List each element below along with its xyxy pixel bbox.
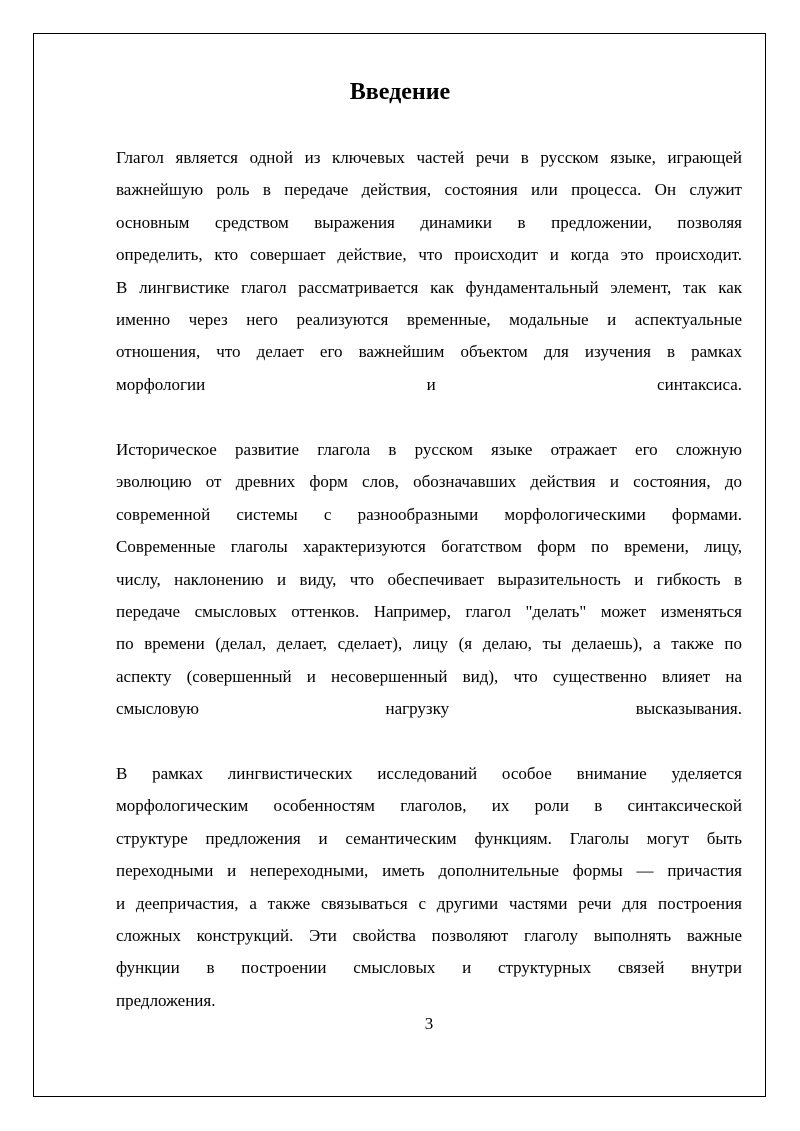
paragraph-line: по времени (делал, делает, сделает), лицу (я делаю, ты делаешь), а также по [116,634,742,654]
paragraph-3 [116,758,742,1017]
page-title: Введение [349,79,451,105]
paragraph-line: числу, наклонению и виду, что обеспечивает выразительность и гибкость в [116,569,742,589]
paragraph-line: структуре предложения и семантическим функциям. Глаголы могут быть [116,828,742,848]
paragraph-line: морфологии и синтаксиса. [116,374,742,394]
paragraph-line: предложения. [116,990,216,1010]
paragraph-line: В рамках лингвистических исследований особое внимание уделяется [116,764,742,783]
paragraph-line: определить, кто совершает действие, что происходит и когда это происходит. [116,245,742,265]
paragraph-line: Глагол является одной из ключевых частей речи в русском языке, играющей [116,148,742,167]
paragraph-2 [116,434,742,726]
paragraph-line: переходными и непереходными, иметь дополнительные формы — причастия [116,861,742,881]
paragraph-line: Современные глаголы характеризуются богатством форм по времени, лицу, [116,537,742,557]
paragraph-line: функции в построении смысловых и структурных связей внутри [116,958,742,978]
paragraph-line: отношения, что делает его важнейшим объектом для изучения в рамках [116,342,742,362]
paragraph-1 [116,142,742,401]
paragraph-line: сложных конструкций. Эти свойства позволяют глаголу выполнять важные [116,925,742,945]
paragraph-line: Историческое развитие глагола в русском языке отражает его сложную [116,440,742,459]
paragraph-line: морфологическим особенностям глаголов, их роли в синтаксической [116,796,742,816]
paragraph-line: важнейшую роль в передаче действия, состояния или процесса. Он служит [116,180,742,200]
paragraph-line: именно через него реализуются временные, модальные и аспектуальные [116,309,742,329]
paragraph-line: смысловую нагрузку высказывания. [116,699,742,719]
paragraph-line: В лингвистике глагол рассматривается как фундаментальный элемент, так как [116,277,742,297]
paragraph-line: и деепричастия, а также связываться с другими частями речи для построения [116,893,742,913]
page-number: 3 [424,1014,434,1033]
paragraph-line: основным средством выражения динамики в предложении, позволяя [116,212,742,232]
paragraph-line: эволюцию от древних форм слов, обозначавших действия и состояния, до [116,472,742,492]
paragraph-line: передаче смысловых оттенков. Например, глагол "делать" может изменяться [116,601,742,621]
paragraph-line: современной системы с разнообразными морфологическими формами. [116,504,742,524]
paragraph-line: аспекту (совершенный и несовершенный вид), что существенно влияет на [116,666,742,686]
